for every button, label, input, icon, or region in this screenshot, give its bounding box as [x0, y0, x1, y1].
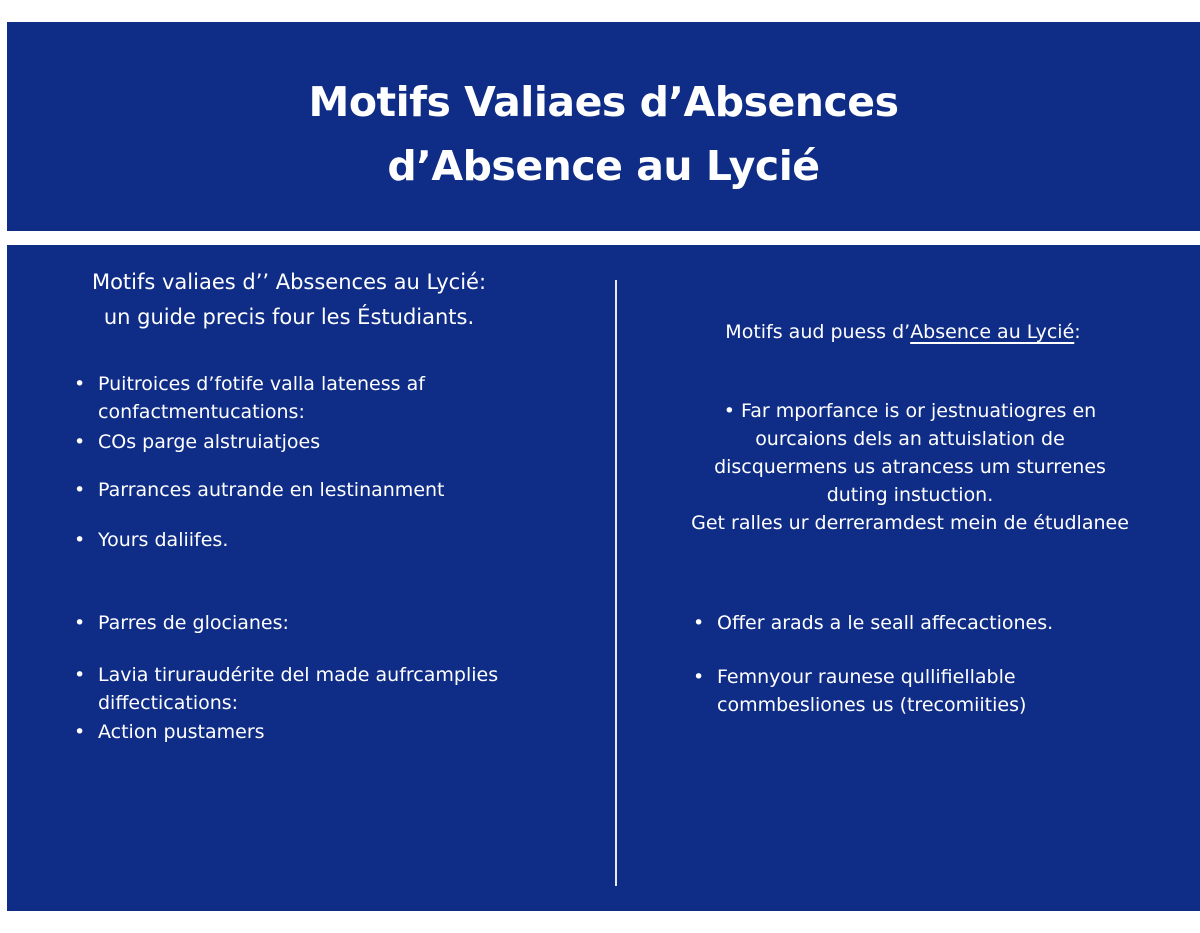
left-heading-line-2: un guide precis four les Éstudiants.	[103, 305, 475, 329]
bullet-icon: •	[74, 612, 86, 634]
right-list-item	[693, 663, 1133, 719]
right-list-item-text-2: commbesliones us (trecomiities)	[717, 694, 1027, 716]
bullet-icon: •	[693, 612, 705, 634]
left-heading	[19, 265, 559, 335]
left-list-item	[74, 526, 574, 554]
left-list-item-text: Lavia tiruraudérite del made aufrcamplies	[98, 664, 499, 686]
page-title	[7, 70, 1200, 198]
bullet-icon: •	[74, 373, 86, 395]
right-paragraph-line-5: Get ralles ur derreramdest mein de étudlanee	[691, 512, 1129, 534]
left-list-item-text: Parrances autrande en lestinanment	[98, 479, 445, 501]
left-list-item	[74, 718, 574, 746]
bullet-icon: •	[74, 431, 86, 453]
left-heading-line-1: Motifs valiaes d’’ Abssences au Lycié:	[91, 270, 487, 294]
left-list-item-text: Parres de glocianes:	[98, 612, 289, 634]
content-panel	[7, 245, 1200, 911]
right-list-item	[693, 609, 1133, 637]
left-list-item-text: Puitroices d’fotife valla lateness af	[98, 373, 425, 395]
left-list-item	[74, 370, 574, 426]
left-list-item	[74, 428, 574, 456]
right-paragraph	[623, 397, 1197, 537]
left-list-item-text: COs parge alstruiatjoes	[98, 431, 321, 453]
left-list-item-text: Action pustamers	[98, 721, 265, 743]
left-list-item-text-2: diffectications:	[98, 692, 239, 714]
bullet-icon: •	[74, 721, 86, 743]
title-banner	[7, 22, 1200, 231]
right-heading	[623, 317, 1183, 347]
right-heading-prefix: Motifs aud puess d’	[725, 321, 911, 343]
left-list-item	[74, 661, 574, 717]
right-list-item-text: Offer arads a le seall affecactiones.	[717, 612, 1054, 634]
page-title-line-1: Motifs Valiaes d’Absences	[308, 78, 899, 126]
page-title-line-2: d’Absence au Lycié	[387, 142, 820, 190]
left-list-item-text-2: confactmentucations:	[98, 401, 305, 423]
bullet-icon: •	[74, 479, 86, 501]
right-paragraph-line-2: ourcaions dels an attuislation de	[755, 428, 1065, 450]
bullet-icon: •	[693, 666, 705, 688]
right-heading-suffix: :	[1074, 321, 1081, 343]
left-list-item	[74, 476, 574, 504]
right-paragraph-line-3: discquermens us atrancess um sturrenes	[714, 456, 1106, 478]
right-heading-link[interactable]: Absence au Lycié	[910, 321, 1075, 343]
right-paragraph-line-4: duting instuction.	[826, 484, 994, 506]
right-list-item-text: Femnyour raunese qullifiellable	[717, 666, 1016, 688]
column-divider	[615, 280, 617, 886]
right-paragraph-line-1: • Far mporfance is or jestnuatiogres en	[723, 400, 1097, 422]
bullet-icon: •	[74, 664, 86, 686]
bullet-icon: •	[74, 529, 86, 551]
left-list-item	[74, 609, 574, 637]
left-list-item-text: Yours daliifes.	[98, 529, 229, 551]
